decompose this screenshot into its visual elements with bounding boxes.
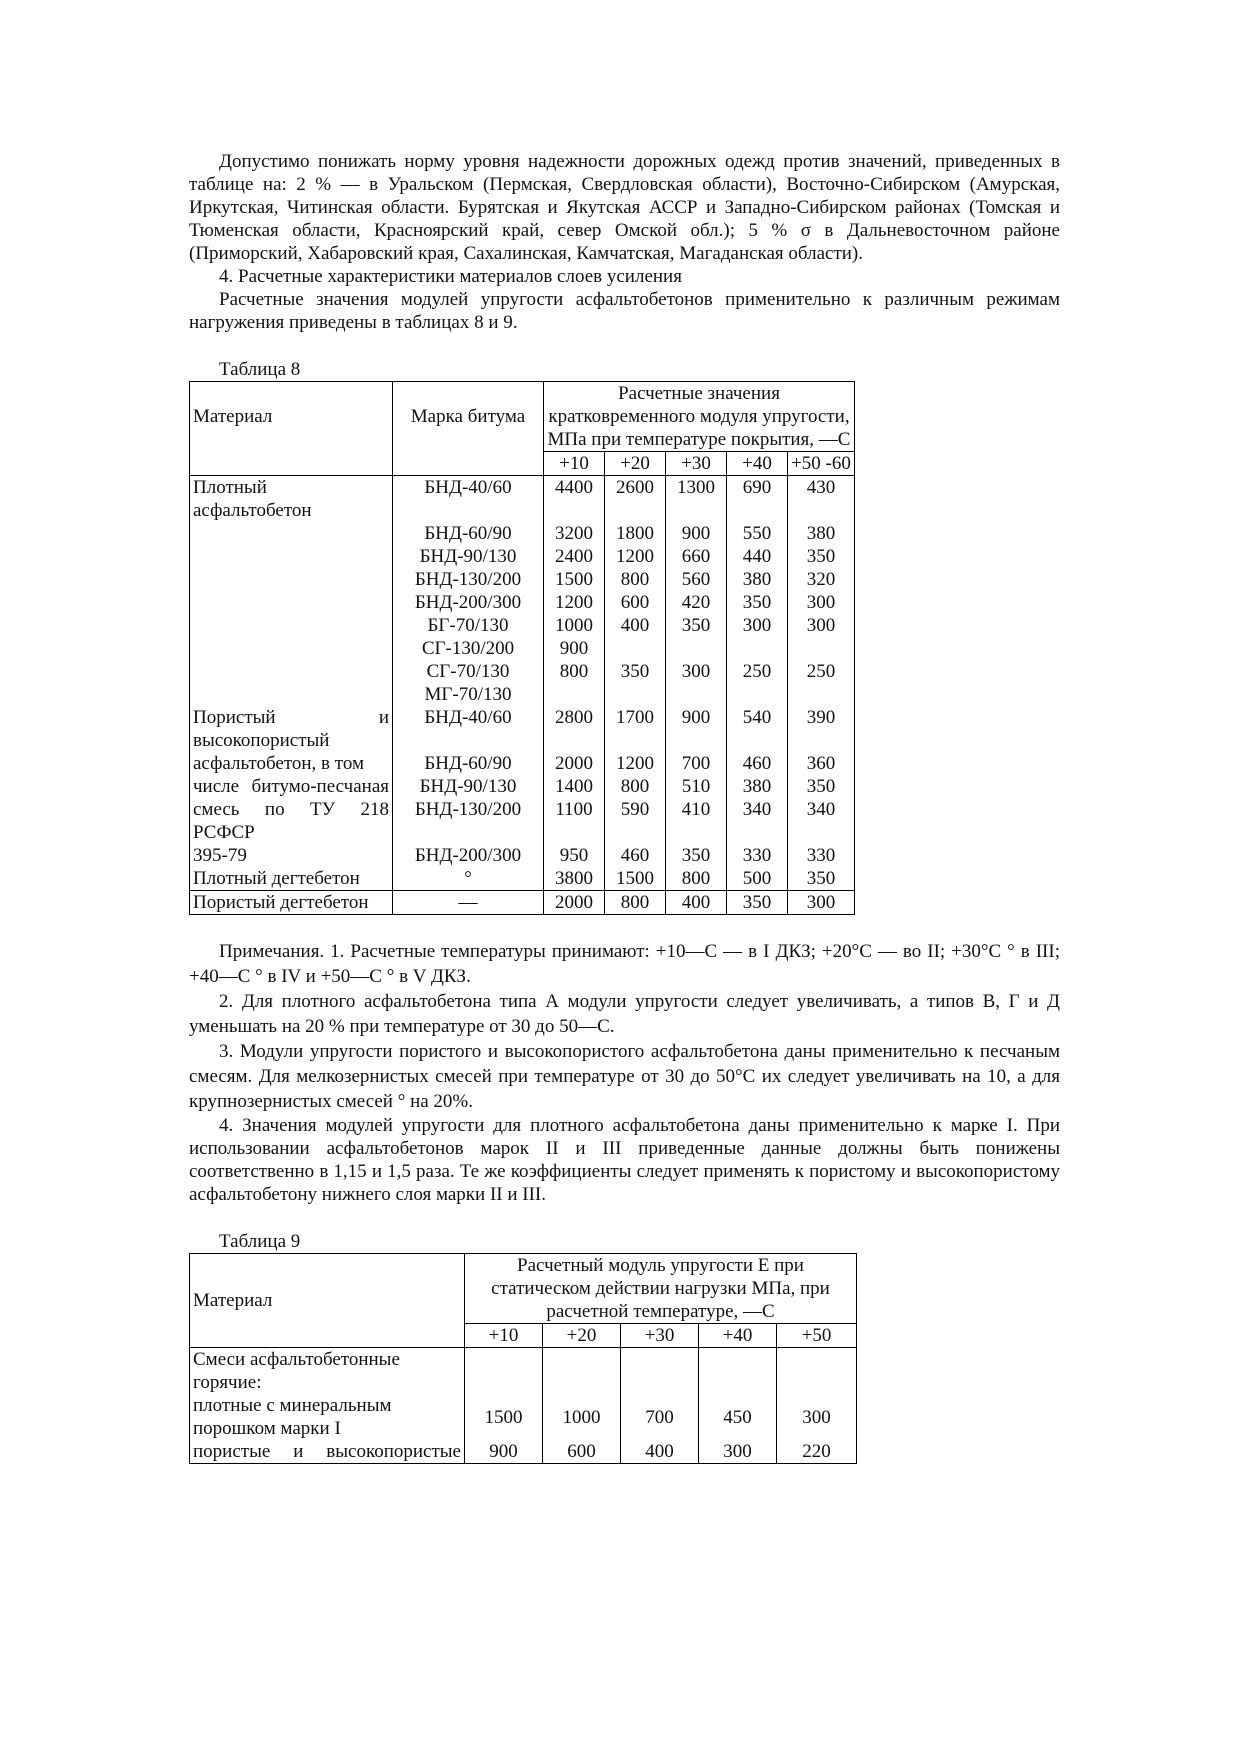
value-cell [465,1348,543,1395]
bitumen-cell: ° [393,867,544,891]
value-cell: 560 [666,568,727,591]
table-row [190,798,855,844]
value-cell: 700 [621,1394,699,1440]
value-cell: 900 [666,706,727,752]
value-cell: 390 [788,706,855,752]
table-row [190,683,855,706]
bitumen-cell: БНД-40/60 [393,706,544,752]
value-cell: 350 [727,891,788,915]
bitumen-cell: БНД-60/90 [393,522,544,545]
value-cell [605,637,666,660]
value-cell: 1300 [666,476,727,523]
material-cell: асфальтобетон, в том [190,752,393,775]
value-cell [788,637,855,660]
bitumen-cell: СГ-70/130 [393,660,544,683]
table-row [190,1394,857,1440]
note-1: Примечания. 1. Расчетные температуры принимают: +10—С — в I ДКЗ; +20°С — во II; +30°С ° в III; +40—С ° в IV и +50—С ° в V ДКЗ. [189,941,1060,987]
temp-header: +20 [543,1324,621,1348]
value-cell: 4400 [544,476,605,523]
material-cell: смесь по ТУ 218 РСФСР [190,798,393,844]
value-cell [699,1348,777,1395]
value-cell [621,1348,699,1395]
value-cell: 510 [666,775,727,798]
value-cell: 900 [465,1440,543,1464]
value-cell: 300 [777,1394,857,1440]
value-cell: 690 [727,476,788,523]
value-cell: 1500 [605,867,666,891]
bitumen-cell: — [393,891,544,915]
value-cell [666,637,727,660]
value-cell: 1100 [544,798,605,844]
value-cell [727,683,788,706]
paragraph-reliability: Допустимо понижать норму уровня надежности дорожных одежд против значений, приведенных в таблице на: 2 % — в Уральском (Пермская, Свердловская области), Восточно-Сибирском (Амурская, Иркутская, Читинская области. Бурятская и Якутская АССР и Западно-Сибирском районах (Томская и Тюменская области, Красноярский край, север Омской обл.); 5 % σ в Дальневосточном районе (Приморский, Хабаровский края, Сахалинская, Камчатская, Магаданская области). [189,151,1060,264]
value-cell: 250 [788,660,855,683]
table-row [190,706,855,752]
table-9-caption: Таблица 9 [219,1231,301,1252]
value-cell: 350 [788,867,855,891]
value-cell: 380 [727,775,788,798]
value-cell: 1700 [605,706,666,752]
value-cell: 440 [727,545,788,568]
material-cell: Пористый дегтебетон [190,891,393,915]
value-cell: 330 [788,844,855,867]
temp-header: +10 [544,452,605,476]
table-row [190,1440,857,1464]
material-cell [190,591,393,614]
table-row [190,637,855,660]
value-cell: 400 [621,1440,699,1464]
material-cell: Плотный асфальтобетон [190,476,393,523]
bitumen-cell: БНД-130/200 [393,568,544,591]
value-cell: 1500 [465,1394,543,1440]
temp-header: +10 [465,1324,543,1348]
value-cell: 460 [605,844,666,867]
bitumen-cell: БНД-90/130 [393,545,544,568]
value-cell: 300 [699,1440,777,1464]
value-cell: 380 [727,568,788,591]
header-material: Материал [190,382,393,476]
material-cell: пористые и высокопористые [190,1440,465,1464]
value-cell: 1200 [605,545,666,568]
value-cell: 330 [727,844,788,867]
header-values: Расчетные значения кратковременного модуля упругости, МПа при температуре покрытия, —С [544,382,855,452]
table-row [190,775,855,798]
value-cell: 350 [788,545,855,568]
value-cell: 320 [788,568,855,591]
value-cell: 380 [788,522,855,545]
value-cell: 660 [666,545,727,568]
table-row [190,591,855,614]
table-row [190,867,855,891]
value-cell: 300 [788,614,855,637]
table-row [190,476,855,523]
value-cell: 350 [788,775,855,798]
table-row [190,1348,857,1395]
material-cell: Пористый и высокопористый [190,706,393,752]
value-cell: 1000 [543,1394,621,1440]
table-8-body [190,476,855,915]
value-cell: 800 [605,775,666,798]
bitumen-cell: СГ-130/200 [393,637,544,660]
value-cell [666,683,727,706]
bitumen-cell: БНД-60/90 [393,752,544,775]
material-cell: Плотный дегтебетон [190,867,393,891]
material-cell: плотные с минеральным порошком марки I [190,1394,465,1440]
value-cell: 600 [543,1440,621,1464]
temp-header: +40 [727,452,788,476]
table-8 [189,381,855,915]
material-cell [190,683,393,706]
value-cell: 350 [727,591,788,614]
bitumen-cell: МГ-70/130 [393,683,544,706]
table-row [190,614,855,637]
material-cell [190,660,393,683]
value-cell: 410 [666,798,727,844]
header-values: Расчетный модуль упругости Е при статическом действии нагрузки МПа, при расчетной температуре, —С [465,1254,857,1324]
material-cell: числе битумо-песчаная [190,775,393,798]
table-9 [189,1253,857,1464]
value-cell: 540 [727,706,788,752]
value-cell: 950 [544,844,605,867]
section-heading: 4. Расчетные характеристики материалов слоев усиления [219,266,682,287]
bitumen-cell: БГ-70/130 [393,614,544,637]
note-2: 2. Для плотного асфальтобетона типа А модули упругости следует увеличивать, а типов В, Г и Д уменьшать на 20 % при температуре от 30 до 50—С. [189,991,1060,1037]
value-cell: 300 [788,591,855,614]
temp-header: +30 [666,452,727,476]
value-cell: 500 [727,867,788,891]
value-cell: 800 [544,660,605,683]
note-4: 4. Значения модулей упругости для плотного асфальтобетона даны применительно к марке I. При использовании асфальтобетонов марок II и III приведенные данные должны быть понижены соответственно в 1,15 и 1,5 раза. Те же коэффициенты следует применять к пористому и высокопористому асфальтобетону нижнего слоя марки II и III. [189,1115,1060,1205]
value-cell: 800 [666,867,727,891]
value-cell: 3800 [544,867,605,891]
bitumen-cell: БНД-200/300 [393,591,544,614]
bitumen-cell: БНД-40/60 [393,476,544,523]
value-cell: 2400 [544,545,605,568]
value-cell: 400 [605,614,666,637]
temp-header: +20 [605,452,666,476]
paragraph-modules: Расчетные значения модулей упругости асфальтобетонов применительно к различным режимам нагружения приведены в таблицах 8 и 9. [189,289,1060,333]
value-cell: 600 [605,591,666,614]
value-cell: 590 [605,798,666,844]
value-cell: 900 [544,637,605,660]
value-cell: 1200 [605,752,666,775]
value-cell: 1200 [544,591,605,614]
value-cell: 450 [699,1394,777,1440]
table-8-caption: Таблица 8 [219,359,301,380]
value-cell [543,1348,621,1395]
value-cell: 300 [788,891,855,915]
table-row [190,891,855,915]
value-cell: 2600 [605,476,666,523]
temp-header: +30 [621,1324,699,1348]
table-row [190,660,855,683]
material-cell [190,637,393,660]
header-material: Материал [190,1254,465,1348]
value-cell: 300 [666,660,727,683]
bitumen-cell: БНД-90/130 [393,775,544,798]
value-cell: 3200 [544,522,605,545]
table-row [190,545,855,568]
header-bitumen: Марка битума [393,382,544,476]
value-cell [777,1348,857,1395]
table-row [190,522,855,545]
table-row [190,844,855,867]
temp-header: +40 [699,1324,777,1348]
value-cell: 2000 [544,752,605,775]
value-cell: 2800 [544,706,605,752]
temp-header: +50 -60 [788,452,855,476]
document-page [189,150,1060,1464]
value-cell [544,683,605,706]
value-cell: 1000 [544,614,605,637]
value-cell: 1400 [544,775,605,798]
value-cell [788,683,855,706]
temp-header: +50 [777,1324,857,1348]
value-cell: 350 [666,614,727,637]
material-cell: Смеси асфальтобетонные горячие: [190,1348,465,1395]
value-cell: 340 [727,798,788,844]
table-row [190,568,855,591]
value-cell: 900 [666,522,727,545]
value-cell: 2000 [544,891,605,915]
value-cell: 220 [777,1440,857,1464]
value-cell: 460 [727,752,788,775]
value-cell [605,683,666,706]
note-3: 3. Модули упругости пористого и высокопористого асфальтобетона даны применительно к песчаным смесям. Для мелкозернистых смесей при температуре от 30 до 50°С их следует увеличивать на 10, а для крупнозернистых смесей ° на 20%. [189,1041,1060,1112]
value-cell: 360 [788,752,855,775]
value-cell: 1800 [605,522,666,545]
value-cell [727,637,788,660]
material-cell [190,568,393,591]
value-cell: 800 [605,568,666,591]
value-cell: 700 [666,752,727,775]
value-cell: 250 [727,660,788,683]
table-row [190,752,855,775]
material-cell [190,614,393,637]
bitumen-cell: БНД-130/200 [393,798,544,844]
value-cell: 430 [788,476,855,523]
value-cell: 800 [605,891,666,915]
value-cell: 350 [666,844,727,867]
value-cell: 420 [666,591,727,614]
value-cell: 400 [666,891,727,915]
value-cell: 340 [788,798,855,844]
value-cell: 550 [727,522,788,545]
material-cell [190,545,393,568]
value-cell: 1500 [544,568,605,591]
material-cell [190,522,393,545]
material-cell: 395-79 [190,844,393,867]
table-9-body [190,1348,857,1464]
value-cell: 300 [727,614,788,637]
value-cell: 350 [605,660,666,683]
bitumen-cell: БНД-200/300 [393,844,544,867]
